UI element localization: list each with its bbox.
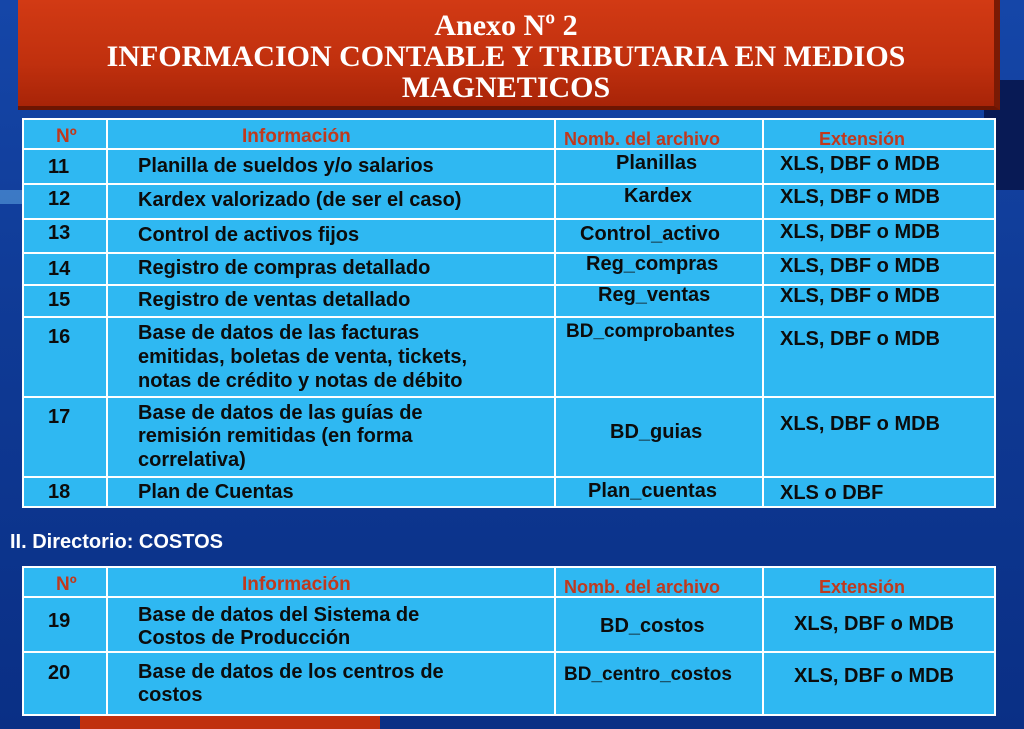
row-num: 16 (48, 326, 71, 348)
title-main: INFORMACION CONTABLE Y TRIBUTARIA EN MEDIOS (106, 40, 906, 73)
row-info: Registro de ventas detallado (138, 289, 411, 311)
info-table-2 (22, 566, 996, 716)
row-num: 14 (48, 258, 71, 280)
row-num: 12 (48, 188, 71, 210)
row-file: Plan_cuentas (588, 480, 717, 502)
row-info: Control de activos fijos (138, 224, 360, 246)
header-num: Nº (56, 574, 77, 595)
row-file: BD_centro_costos (564, 664, 732, 685)
row-info-line: Base de datos de los centros de (138, 661, 444, 683)
row-info-line: emitidas, boletas de venta, tickets, (138, 346, 468, 368)
row-info-line: Base de datos de las facturas (138, 322, 420, 344)
row-file: Planillas (616, 152, 698, 174)
row-info: Kardex valorizado (de ser el caso) (138, 189, 462, 211)
row-file: BD_guias (610, 421, 703, 443)
row-info: Registro de compras detallado (138, 257, 431, 279)
header-file: Nomb. del archivo (564, 129, 721, 149)
row-num: 15 (48, 289, 71, 311)
header-info: Información (242, 126, 351, 147)
row-ext: XLS, DBF o MDB (780, 328, 940, 350)
title-banner (18, 0, 1000, 110)
row-info-line: Base de datos del Sistema de (138, 604, 420, 626)
row-num: 19 (48, 610, 71, 632)
row-info-line: correlativa) (138, 449, 246, 471)
decorative-bar (80, 716, 380, 729)
row-file: BD_costos (600, 615, 705, 637)
row-ext: XLS, DBF o MDB (780, 186, 940, 208)
row-num: 13 (48, 222, 71, 244)
title-annex: Anexo Nº 2 (434, 9, 578, 42)
header-num: Nº (56, 126, 77, 147)
background-band-left (0, 190, 22, 204)
header-info: Información (242, 574, 351, 595)
row-info: Planilla de sueldos y/o salarios (138, 155, 434, 177)
row-num: 17 (48, 406, 71, 428)
row-info-line: remisión remitidas (en forma (138, 425, 413, 447)
row-ext: XLS, DBF o MDB (780, 413, 940, 435)
row-file: Reg_ventas (598, 284, 711, 306)
row-file: Reg_compras (586, 253, 719, 275)
info-table-1 (22, 118, 996, 508)
header-ext: Extensión (819, 129, 906, 149)
row-info: Plan de Cuentas (138, 481, 294, 503)
row-file: Kardex (624, 185, 692, 207)
row-file: Control_activo (580, 223, 721, 245)
row-ext: XLS, DBF o MDB (780, 153, 940, 175)
row-num: 18 (48, 481, 71, 503)
header-file: Nomb. del archivo (564, 577, 721, 597)
row-ext: XLS, DBF o MDB (794, 613, 954, 635)
title-main-cont: MAGNETICOS (401, 71, 611, 104)
row-ext: XLS, DBF o MDB (780, 285, 940, 307)
row-info-line: costos (138, 684, 203, 706)
row-file: BD_comprobantes (566, 321, 735, 342)
directory-label: II. Directorio: COSTOS (10, 531, 223, 553)
row-num: 11 (48, 156, 70, 178)
row-num: 20 (48, 662, 71, 684)
row-ext: XLS, DBF o MDB (794, 665, 954, 687)
row-ext: XLS, DBF o MDB (780, 221, 940, 243)
row-info-line: Costos de Producción (138, 627, 351, 649)
row-info-line: Base de datos de las guías de (138, 402, 423, 424)
header-ext: Extensión (819, 577, 906, 597)
row-ext: XLS, DBF o MDB (780, 255, 940, 277)
row-ext: XLS o DBF (780, 482, 884, 504)
row-info-line: notas de crédito y notas de débito (138, 370, 463, 392)
